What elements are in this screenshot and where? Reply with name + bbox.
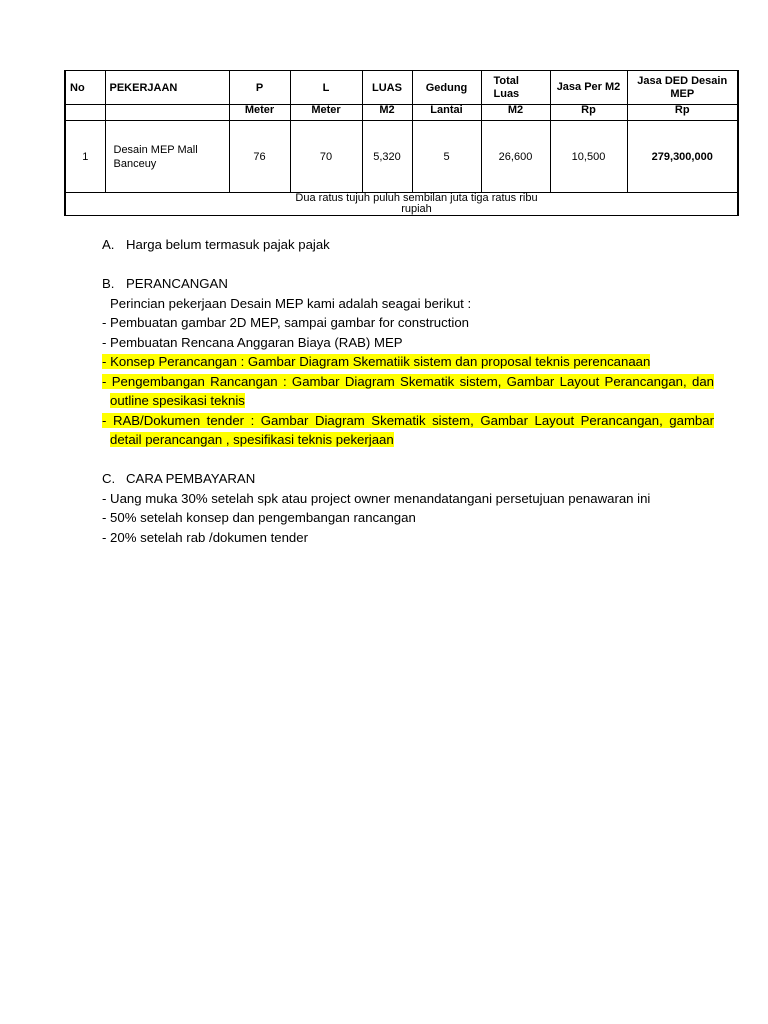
section-b-item-4 xyxy=(102,372,714,411)
header-p: P xyxy=(229,71,290,105)
section-b-intro: Perincian pekerjaan Desain MEP kami adalah seagai berikut : xyxy=(110,295,472,311)
header-total-luas: Total Luas xyxy=(481,71,550,105)
section-b-item-5-text: RAB/Dokumen tender : Gambar Diagram Skematik sistem, Gambar Layout Perancangan, gambar detail perancangan , spesifikasi teknis pekerjaan xyxy=(110,412,714,447)
section-c-item-3: - 20% setelah rab /dokumen tender xyxy=(102,529,308,545)
unit-pekerjaan xyxy=(105,105,229,121)
cell-jasa-per-m2: 10,500 xyxy=(550,121,627,193)
table-units-row xyxy=(65,105,738,121)
section-b-item-4-text: Pengembangan Rancangan : Gambar Diagram Skematik sistem, Gambar Layout Perancangan, dan outline spesikasi teknis xyxy=(110,373,714,408)
header-luas: LUAS xyxy=(362,71,412,105)
notes-section xyxy=(102,235,714,547)
section-c-title: CARA PEMBAYARAN xyxy=(126,471,256,486)
section-b-heading xyxy=(102,274,714,294)
header-pekerjaan: PEKERJAAN xyxy=(105,71,229,105)
cell-jasa-ded: 279,300,000 xyxy=(627,121,738,193)
unit-jasa-per-m2: Rp xyxy=(550,105,627,121)
section-c-item-1: - Uang muka 30% setelah spk atau project owner menandatangani persetujuan penawaran ini xyxy=(102,490,651,506)
cell-luas: 5,320 xyxy=(362,121,412,193)
table-total-row xyxy=(65,193,738,216)
cell-pekerjaan: Desain MEP Mall Banceuy xyxy=(105,121,229,193)
header-jasa-per-m2: Jasa Per M2 xyxy=(550,71,627,105)
cell-l: 70 xyxy=(290,121,362,193)
header-l: L xyxy=(290,71,362,105)
section-b-title: PERANCANGAN xyxy=(126,276,228,291)
section-c-letter: C. xyxy=(102,471,116,486)
total-words: Dua ratus tujuh puluh sembilan juta tiga ratus ribu rupiah xyxy=(295,192,538,215)
unit-p: Meter xyxy=(229,105,290,121)
unit-no xyxy=(65,105,105,121)
unit-luas: M2 xyxy=(362,105,412,121)
note-a-letter: A. xyxy=(102,237,115,252)
section-b-item-1: - Pembuatan gambar 2D MEP, sampai gambar for construction xyxy=(102,315,469,330)
section-b-item-3 xyxy=(102,352,714,372)
note-a-text: Harga belum termasuk pajak pajak xyxy=(126,237,330,252)
bullet: - xyxy=(102,373,107,389)
cell-p: 76 xyxy=(229,121,290,193)
unit-total-luas: M2 xyxy=(481,105,550,121)
unit-l: Meter xyxy=(290,105,362,121)
unit-gedung: Lantai xyxy=(412,105,481,121)
cell-total-luas: 26,600 xyxy=(481,121,550,193)
header-no: No xyxy=(65,71,105,105)
header-jasa-ded: Jasa DED Desain MEP xyxy=(627,71,738,105)
note-a xyxy=(102,235,714,255)
total-words-cell xyxy=(65,193,738,216)
section-b-item-3-text: Konsep Perancangan : Gambar Diagram Skematiik sistem dan proposal teknis perencanaan xyxy=(110,354,651,369)
table-row xyxy=(65,121,738,193)
bullet: - xyxy=(102,412,107,428)
section-c-item-2: - 50% setelah konsep dan pengembangan rancangan xyxy=(102,510,416,525)
cell-gedung: 5 xyxy=(412,121,481,193)
section-b-item-2: - Pembuatan Rencana Anggaran Biaya (RAB) MEP xyxy=(102,334,403,350)
section-b-item-5 xyxy=(102,411,714,450)
table-header-row xyxy=(65,71,738,105)
section-b-letter: B. xyxy=(102,276,115,291)
section-c-heading xyxy=(102,469,714,489)
cell-no: 1 xyxy=(65,121,105,193)
header-gedung: Gedung xyxy=(412,71,481,105)
bullet: - xyxy=(102,354,107,369)
cost-table xyxy=(64,70,739,216)
unit-jasa-ded: Rp xyxy=(627,105,738,121)
